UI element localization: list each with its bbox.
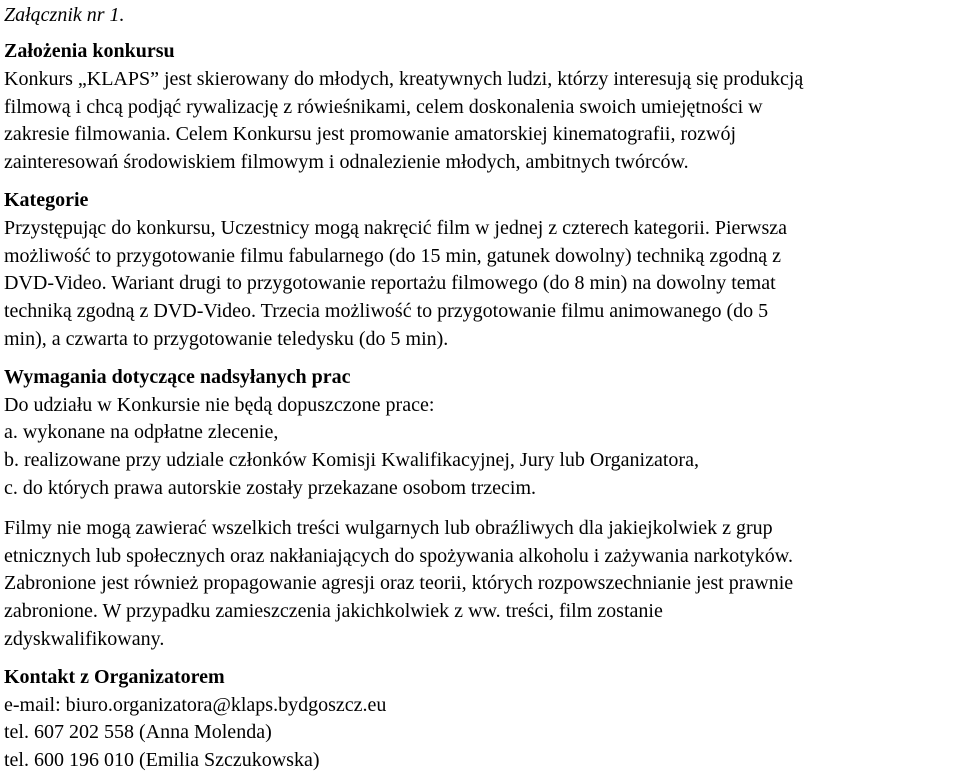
requirements-item-c: c. do których prawa autorskie zostały przekazane osobom trzecim. (4, 476, 537, 499)
section-heading-contact: Kontakt z Organizatorem (4, 665, 225, 688)
spacer (4, 503, 954, 515)
categories-line-3: DVD-Video. Wariant drugi to przygotowanie reportażu filmowego (do 8 min) na dowolny temat (4, 272, 776, 295)
section-heading-requirements: Wymagania dotyczące nadsyłanych prac (4, 365, 351, 388)
content-restriction-line-2: etnicznych lub społecznych oraz nakłaniających do spożywania alkoholu i zażywania narkotyków. (4, 544, 793, 567)
spacer (4, 177, 954, 187)
section-contact (4, 664, 954, 775)
contact-email: e-mail: biuro.organizatora@klaps.bydgoszcz.eu (4, 693, 387, 716)
assumptions-line-3: zakresie filmowania. Celem Konkursu jest promowanie amatorskiej kinematografii, rozwój (4, 123, 737, 146)
spacer (4, 654, 954, 664)
categories-line-5: min), a czwarta to przygotowanie teledysku (do 5 min). (4, 327, 449, 350)
contact-phone-2: tel. 600 196 010 (Emilia Szczukowska) (4, 749, 320, 772)
requirements-item-b: b. realizowane przy udziale członków Komisji Kwalifikacyjnej, Jury lub Organizatora, (4, 449, 699, 472)
assumptions-line-1: Konkurs „KLAPS” jest skierowany do młodych, kreatywnych ludzi, którzy interesują się produkcją (4, 67, 804, 90)
content-restriction-line-4: zabronione. W przypadku zamieszczenia jakichkolwiek z ww. treści, film zostanie (4, 600, 663, 623)
assumptions-line-2: filmową i chcą podjąć rywalizację z rówieśnikami, celem doskonalenia swoich umiejętności w (4, 95, 763, 118)
requirements-item-a: a. wykonane na odpłatne zlecenie, (4, 421, 279, 444)
assumptions-line-4: zainteresowań środowiskiem filmowym i odnalezienie młodych, ambitnych twórców. (4, 151, 689, 174)
categories-line-4: techniką zgodną z DVD-Video. Trzecia możliwość to przygotowanie filmu animowanego (do 5 (4, 300, 769, 323)
requirements-intro: Do udziału w Konkursie nie będą dopuszczone prace: (4, 393, 435, 416)
categories-line-2: możliwość to przygotowanie filmu fabularnego (do 15 min, gatunek dowolny) techniką zgodną z (4, 244, 782, 267)
content-restriction-line-3: Zabronione jest również propagowanie agresji oraz teorii, których rozpowszechnianie jest prawnie (4, 572, 794, 595)
content-restriction-line-1: Filmy nie mogą zawierać wszelkich treści wulgarnych lub obraźliwych dla jakiejkolwiek z grup (4, 516, 773, 539)
section-requirements (4, 364, 954, 654)
contact-phone-1: tel. 607 202 558 (Anna Molenda) (4, 721, 272, 744)
spacer (4, 354, 954, 364)
section-heading-assumptions: Założenia konkursu (4, 40, 175, 62)
section-assumptions (4, 38, 954, 177)
annex-label: Załącznik nr 1. (4, 4, 125, 26)
categories-line-1: Przystępując do konkursu, Uczestnicy mogą nakręcić film w jednej z czterech kategorii. Pierwsza (4, 216, 788, 239)
section-categories (4, 187, 954, 354)
section-heading-categories: Kategorie (4, 188, 89, 211)
content-restriction-line-5: zdyskwalifikowany. (4, 627, 165, 650)
